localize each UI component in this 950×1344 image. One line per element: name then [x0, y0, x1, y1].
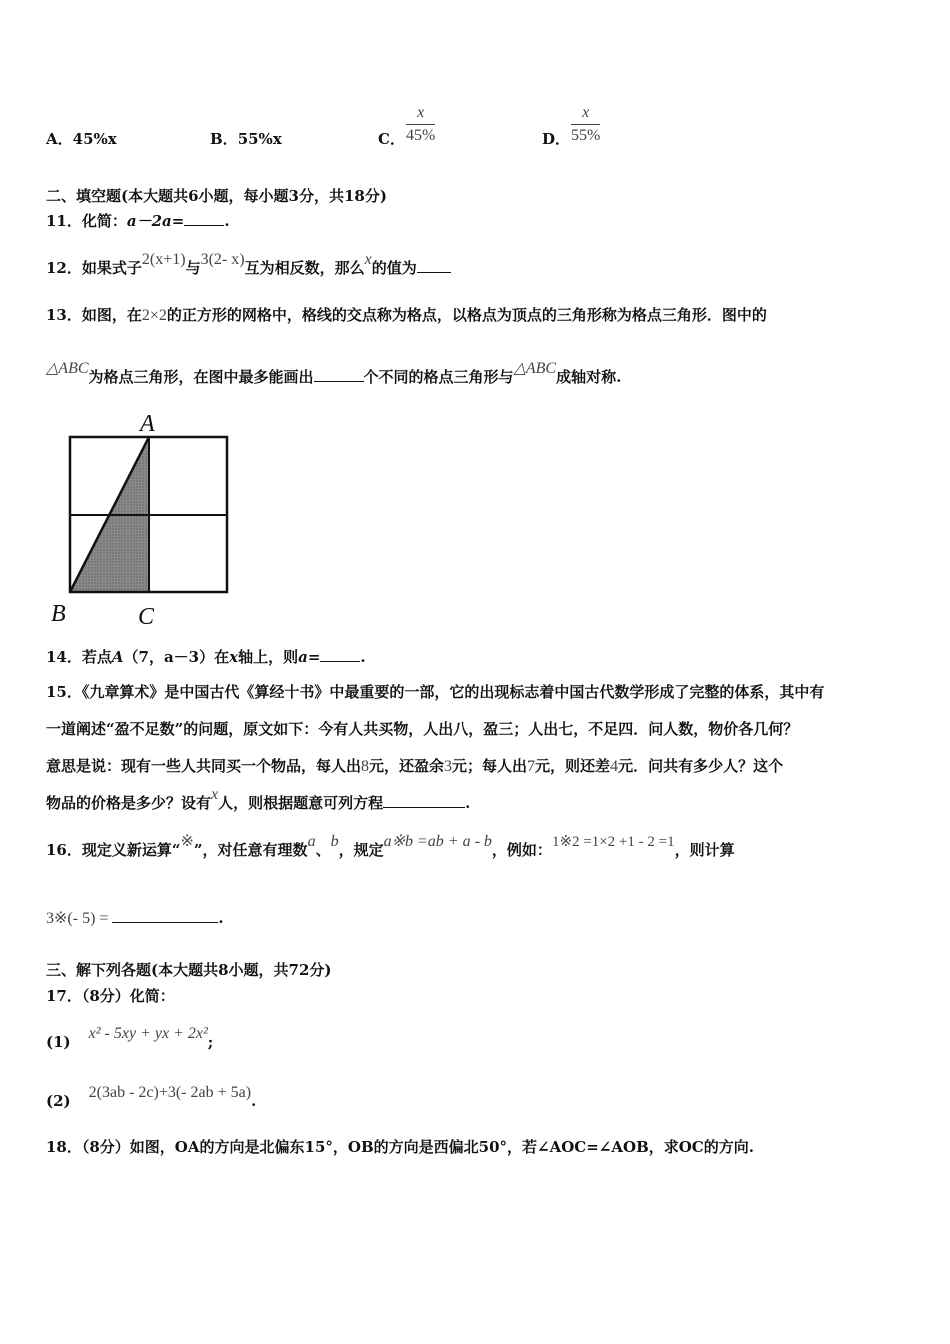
- q14-coords: （7，a－3）在: [123, 648, 230, 666]
- option-c-fraction: [406, 104, 435, 145]
- q16-sep: 、: [315, 841, 331, 859]
- option-c-denominator: 45%: [406, 127, 436, 144]
- q15-end: .: [465, 794, 471, 812]
- q15-l4a: 物品的价格是多少？设有: [46, 794, 212, 812]
- q16-t2: ，规定: [338, 841, 384, 859]
- q15-n3: 3: [444, 758, 453, 775]
- q15-answer-blank: [383, 793, 465, 808]
- q16-a: a: [307, 833, 316, 850]
- q15-var: x: [211, 786, 219, 803]
- option-a-value: 45%x: [72, 130, 117, 148]
- question-15-line4: [46, 786, 471, 814]
- q12-expr1: 2(x+1): [141, 251, 186, 268]
- question-12: [46, 251, 451, 279]
- q15-l3a: 意思是说：现有一些人共同买一个物品，每人出: [46, 757, 362, 775]
- q17-p1-end: ;: [207, 1033, 214, 1051]
- q12-prefix: 12．如果式子: [46, 259, 142, 277]
- q14-point: A: [111, 648, 124, 666]
- option-b: [210, 128, 282, 149]
- question-17-part2: [46, 1084, 257, 1112]
- q11-end: .: [224, 212, 230, 230]
- q12-answer-blank: [417, 258, 451, 273]
- grid-figure: [46, 405, 246, 635]
- option-d-fraction: [571, 104, 600, 145]
- q15-n8: 8: [361, 758, 370, 775]
- q12-mid1: 与: [185, 259, 201, 277]
- q17-p2-expr: 2(3ab - 2c)+3(- 2ab + 5a): [88, 1084, 252, 1101]
- label-c: C: [138, 604, 155, 630]
- option-d-numerator: x: [571, 104, 600, 125]
- q14-end: .: [360, 648, 366, 666]
- q12-mid2: 互为相反数，那么: [244, 259, 365, 277]
- q11-answer-blank: [184, 211, 224, 226]
- q14-prefix: 14．若点: [46, 648, 112, 666]
- q17-p2-end: .: [251, 1092, 257, 1110]
- option-c-label: C．: [378, 130, 405, 148]
- q17-p2-label: (2): [46, 1092, 71, 1110]
- q13-answer-blank: [314, 367, 364, 382]
- label-b: B: [51, 601, 66, 627]
- q14-mid: 轴上，则: [238, 648, 299, 666]
- q11-expr: a－2a=: [126, 212, 185, 230]
- option-c: [378, 128, 405, 149]
- q13-text4: 成轴对称.: [556, 368, 622, 386]
- q17-p1-label: (1): [46, 1033, 71, 1051]
- option-a: [46, 128, 117, 149]
- q16-b: b: [330, 833, 339, 850]
- q16-t1: ”，对任意有理数: [193, 841, 308, 859]
- q13-text1: 的正方形的网格中，格线的交点称为格点，以格点为顶点的三角形称为格点三角形．图中的: [166, 306, 767, 324]
- question-15-line3: [46, 756, 783, 777]
- q16-answer-blank: [112, 908, 218, 923]
- question-13-line1: [46, 305, 767, 326]
- q16-example: 1※2 =1×2 +1 - 2 =1: [551, 834, 675, 850]
- q13-triangle2: △ABC: [513, 360, 557, 377]
- q13-prefix: 13．如图，在: [46, 306, 142, 324]
- q12-suffix: 的值为: [371, 259, 417, 277]
- q15-n7: 7: [527, 758, 536, 775]
- question-15-line1: 15．《九章算术》是中国古代《算经十书》中最重要的一部，它的出现标志着中国古代数学形成了完整的体系，其中有: [46, 683, 825, 701]
- q16-op: ※: [180, 833, 194, 850]
- question-16-calc: [46, 908, 224, 929]
- q14-answer-blank: [320, 647, 360, 662]
- q16-t4: ，则计算: [674, 841, 735, 859]
- q15-l4b: 人，则根据题意可列方程: [218, 794, 384, 812]
- question-17-part1: [46, 1025, 214, 1053]
- option-b-label: B．: [210, 130, 238, 148]
- q15-l3b: 元，还盈余: [369, 757, 445, 775]
- q14-axis: x: [229, 648, 239, 666]
- option-d: [542, 128, 570, 149]
- q13-text2: 为格点三角形，在图中最多能画出: [88, 368, 314, 386]
- option-c-numerator: x: [406, 104, 435, 125]
- q16-t3: ，例如：: [491, 841, 552, 859]
- q15-l3c: 元；每人出: [452, 757, 528, 775]
- option-b-value: 55%x: [237, 130, 282, 148]
- q12-expr2: 3(2- x): [200, 251, 245, 268]
- question-16: [46, 833, 735, 861]
- question-15-line2: 一道阐述“盈不足数”的问题，原文如下：今有人共买物，人出八，盈三；人出七，不足四．问人数，物价各几何？: [46, 720, 799, 738]
- q15-n4: 4: [610, 758, 619, 775]
- option-d-denominator: 55%: [571, 127, 601, 144]
- option-d-label: D．: [542, 130, 571, 148]
- section2-heading: 二、填空题(本大题共6小题，每小题3分，共18分): [46, 187, 387, 205]
- option-a-label: A．: [46, 130, 73, 148]
- question-18: 18．（8分）如图，OA的方向是北偏东15°，OB的方向是西偏北50°，若∠AOC=∠AOB，求OC的方向.: [46, 1138, 754, 1156]
- q15-l3d: 元，则还差: [535, 757, 611, 775]
- q14-expr: a=: [298, 648, 321, 666]
- question-17-title: 17．（8分）化简：: [46, 987, 175, 1005]
- q11-text: 11．化简：: [46, 212, 127, 230]
- question-11: [46, 211, 230, 231]
- q17-p1-expr: x² - 5xy + yx + 2x²: [88, 1025, 208, 1042]
- question-13-line2: [46, 360, 622, 388]
- q13-triangle1: △ABC: [46, 360, 89, 377]
- q16-prefix: 16．现定义新运算“: [46, 841, 181, 859]
- label-a: A: [140, 411, 155, 437]
- q12-var: x: [364, 251, 372, 268]
- question-14: [46, 647, 366, 667]
- q13-text3: 个不同的格点三角形与: [363, 368, 514, 386]
- q16-def: a※b =ab + a - b: [383, 833, 492, 850]
- q15-l3e: 元．问共有多少人？这个: [618, 757, 784, 775]
- q16-end: .: [218, 909, 224, 927]
- q16-calc: 3※(- 5) =: [46, 910, 109, 927]
- q13-grid: 2×2: [141, 307, 167, 324]
- section3-heading: 三、解下列各题(本大题共8小题，共72分): [46, 961, 332, 979]
